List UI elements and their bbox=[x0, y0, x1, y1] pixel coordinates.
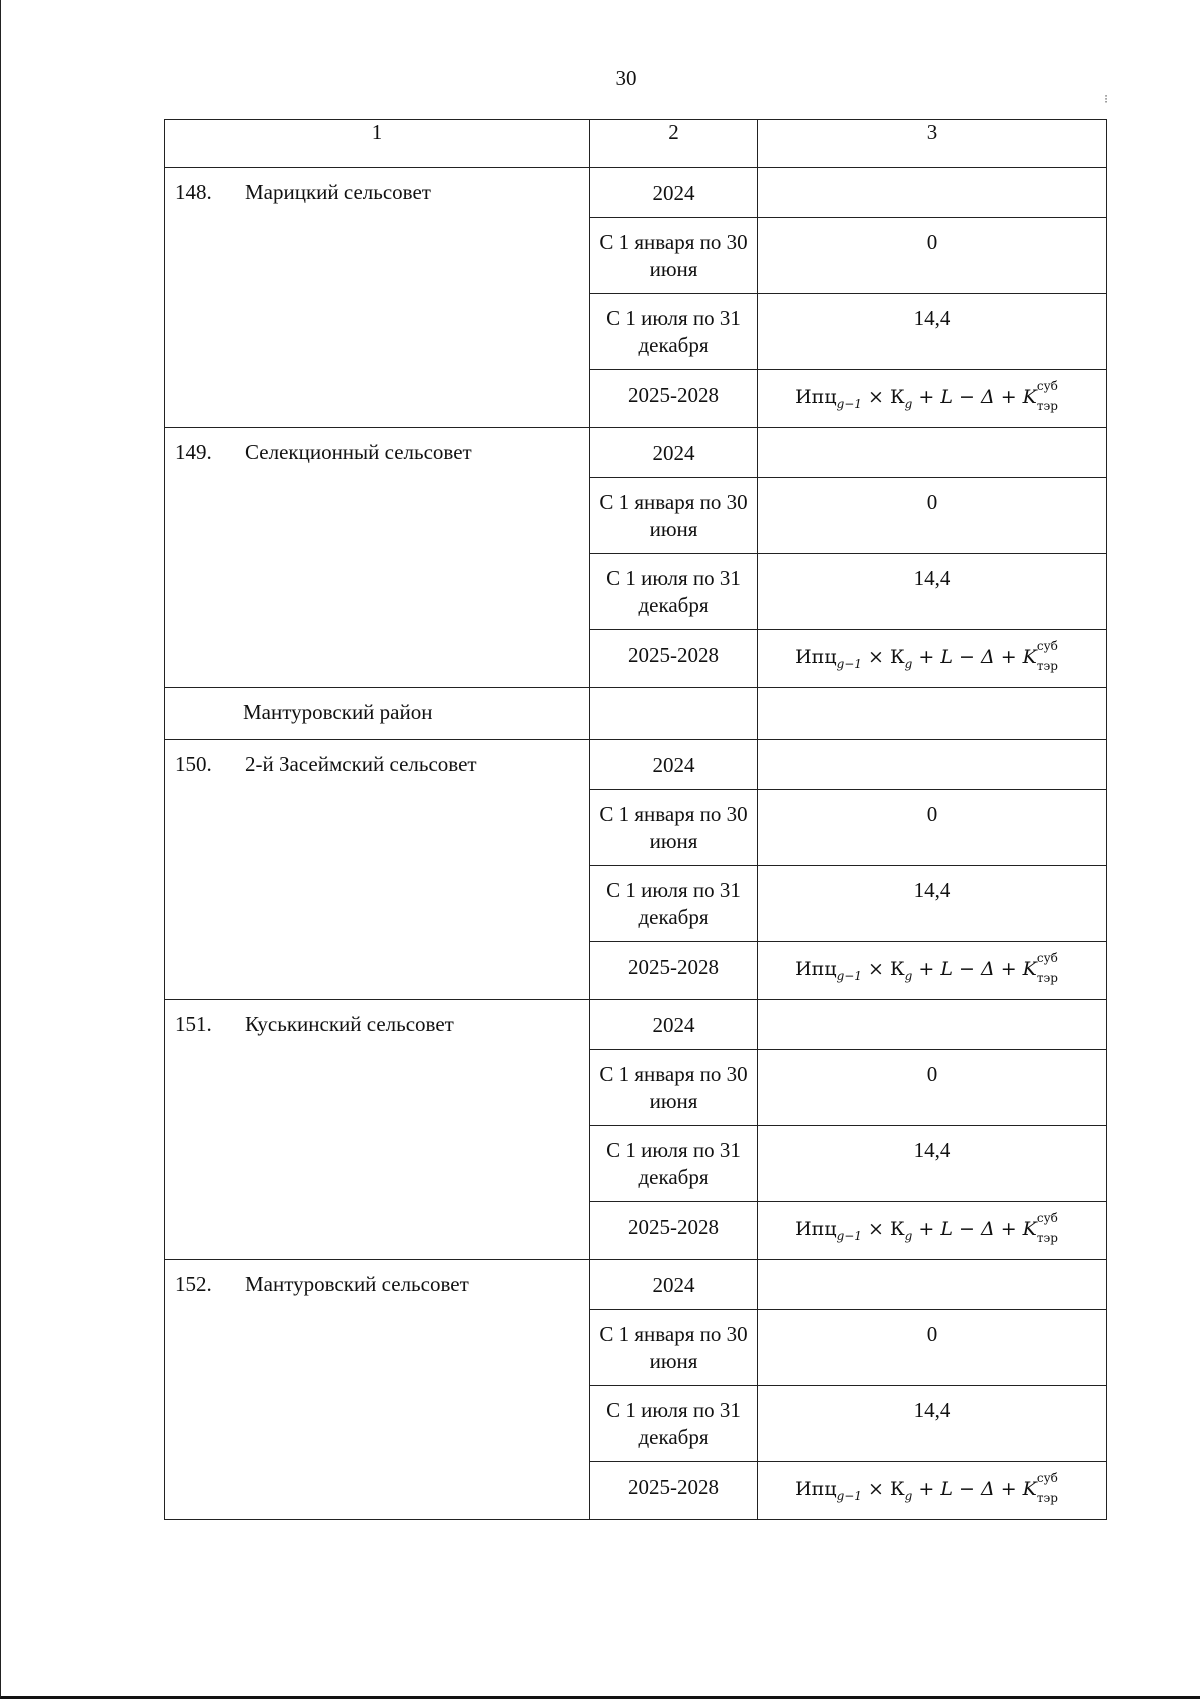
value-cell: 0 bbox=[758, 1310, 1107, 1386]
row-number: 152. bbox=[175, 1272, 212, 1296]
formula-k-indices bbox=[1036, 1211, 1069, 1245]
formula-k-superscript: суб bbox=[1036, 951, 1058, 965]
formula-k: К bbox=[889, 386, 905, 408]
value-cell: 14,4 bbox=[758, 554, 1107, 630]
formula-k-indices bbox=[1036, 1471, 1069, 1505]
formula-k-superscript: суб bbox=[1036, 639, 1058, 653]
settlement-cell bbox=[165, 168, 590, 428]
formula-k-superscript: суб bbox=[1036, 1211, 1058, 1225]
formula-base-subscript: g−1 bbox=[836, 656, 862, 671]
table-row bbox=[165, 1260, 1107, 1310]
formula-k-subscript: g bbox=[904, 1228, 913, 1243]
settlement-cell bbox=[165, 740, 590, 1000]
formula-base-subscript: g−1 bbox=[836, 396, 862, 411]
formula-base-subscript: g−1 bbox=[836, 1228, 862, 1243]
formula-k-superscript: суб bbox=[1036, 379, 1058, 393]
settlement-name: 2-й Засеймский сельсовет bbox=[245, 752, 477, 776]
formula-k: К bbox=[889, 646, 905, 668]
formula-base-subscript: g−1 bbox=[836, 968, 862, 983]
range-cell: 2025-2028 bbox=[590, 370, 758, 428]
formula-k-subscript-2: тэр bbox=[1036, 659, 1058, 673]
page-number: 30 bbox=[615, 66, 637, 90]
year-cell: 2024 bbox=[590, 1000, 758, 1050]
row-number: 151. bbox=[175, 1012, 212, 1036]
formula-k-subscript: g bbox=[904, 656, 913, 671]
period-cell: С 1 января по 30 июня bbox=[590, 1050, 758, 1126]
formula-cell bbox=[758, 1462, 1107, 1520]
settlement-name: Мантуровский сельсовет bbox=[245, 1272, 469, 1296]
formula-cell bbox=[758, 1202, 1107, 1260]
settlement-cell bbox=[165, 1000, 590, 1260]
formula-cell bbox=[758, 942, 1107, 1000]
settlement-name: Куськинский сельсовет bbox=[245, 1012, 454, 1036]
row-number: 149. bbox=[175, 440, 212, 464]
formula-base: Ипц bbox=[795, 1218, 837, 1240]
range-cell: 2025-2028 bbox=[590, 1462, 758, 1520]
period-cell: С 1 июля по 31 декабря bbox=[590, 1386, 758, 1462]
formula-k: К bbox=[889, 958, 905, 980]
formula-base: Ипц bbox=[795, 646, 837, 668]
year-cell: 2024 bbox=[590, 740, 758, 790]
formula-cell bbox=[758, 370, 1107, 428]
empty-cell bbox=[758, 428, 1107, 478]
tariff-formula bbox=[758, 1462, 1106, 1503]
row-number: 148. bbox=[175, 180, 212, 204]
formula-rest: + L − Δ + K bbox=[912, 386, 1037, 408]
formula-k-subscript: g bbox=[904, 396, 913, 411]
value-cell: 14,4 bbox=[758, 1126, 1107, 1202]
value-cell: 0 bbox=[758, 790, 1107, 866]
header-cell-3: 3 bbox=[758, 120, 1107, 168]
formula-base: Ипц bbox=[795, 386, 837, 408]
formula-k-subscript-2: тэр bbox=[1036, 1231, 1058, 1245]
empty-cell bbox=[758, 168, 1107, 218]
formula-base: Ипц bbox=[795, 958, 837, 980]
value-cell: 14,4 bbox=[758, 1386, 1107, 1462]
district-name: Мантуровский район bbox=[165, 688, 590, 740]
value-cell: 0 bbox=[758, 1050, 1107, 1126]
formula-k: К bbox=[889, 1218, 905, 1240]
formula-k-subscript: g bbox=[904, 968, 913, 983]
table-row bbox=[165, 168, 1107, 218]
formula-base-subscript: g−1 bbox=[836, 1488, 862, 1503]
empty-cell bbox=[758, 688, 1107, 740]
period-cell: С 1 января по 30 июня bbox=[590, 478, 758, 554]
formula-k-indices bbox=[1036, 639, 1069, 673]
period-cell: С 1 января по 30 июня bbox=[590, 790, 758, 866]
formula-rest: + L − Δ + K bbox=[912, 1218, 1037, 1240]
formula-k-superscript: суб bbox=[1036, 1471, 1058, 1485]
formula-k-indices bbox=[1036, 379, 1069, 413]
settlement-cell bbox=[165, 428, 590, 688]
year-cell: 2024 bbox=[590, 1260, 758, 1310]
formula-k-subscript: g bbox=[904, 1488, 913, 1503]
header-cell-1: 1 bbox=[165, 120, 590, 168]
range-cell: 2025-2028 bbox=[590, 630, 758, 688]
formula-times: × bbox=[861, 386, 890, 408]
period-cell: С 1 января по 30 июня bbox=[590, 218, 758, 294]
district-row bbox=[165, 688, 1107, 740]
period-cell: С 1 июля по 31 декабря bbox=[590, 294, 758, 370]
formula-times: × bbox=[861, 958, 890, 980]
formula-rest: + L − Δ + K bbox=[912, 958, 1037, 980]
header-cell-2: 2 bbox=[590, 120, 758, 168]
value-cell: 14,4 bbox=[758, 294, 1107, 370]
period-cell: С 1 января по 30 июня bbox=[590, 1310, 758, 1386]
formula-cell bbox=[758, 630, 1107, 688]
formula-k-subscript-2: тэр bbox=[1036, 971, 1058, 985]
settlement-name: Селекционный сельсовет bbox=[245, 440, 472, 464]
formula-k-subscript-2: тэр bbox=[1036, 1491, 1058, 1505]
period-cell: С 1 июля по 31 декабря bbox=[590, 1126, 758, 1202]
value-cell: 14,4 bbox=[758, 866, 1107, 942]
formula-rest: + L − Δ + K bbox=[912, 1478, 1037, 1500]
empty-cell bbox=[590, 688, 758, 740]
range-cell: 2025-2028 bbox=[590, 1202, 758, 1260]
tariff-formula bbox=[758, 1202, 1106, 1243]
empty-cell bbox=[758, 740, 1107, 790]
empty-cell bbox=[758, 1260, 1107, 1310]
formula-k-subscript-2: тэр bbox=[1036, 399, 1058, 413]
settlement-name: Марицкий сельсовет bbox=[245, 180, 431, 204]
tariff-formula bbox=[758, 942, 1106, 983]
formula-rest: + L − Δ + K bbox=[912, 646, 1037, 668]
empty-cell bbox=[758, 1000, 1107, 1050]
table-row bbox=[165, 740, 1107, 790]
range-cell: 2025-2028 bbox=[590, 942, 758, 1000]
value-cell: 0 bbox=[758, 218, 1107, 294]
table-row bbox=[165, 1000, 1107, 1050]
tariff-table bbox=[164, 119, 1107, 1520]
year-cell: 2024 bbox=[590, 168, 758, 218]
formula-times: × bbox=[861, 646, 890, 668]
year-cell: 2024 bbox=[590, 428, 758, 478]
value-cell: 0 bbox=[758, 478, 1107, 554]
period-cell: С 1 июля по 31 декабря bbox=[590, 866, 758, 942]
tariff-formula bbox=[758, 370, 1106, 411]
period-cell: С 1 июля по 31 декабря bbox=[590, 554, 758, 630]
formula-k-indices bbox=[1036, 951, 1069, 985]
scan-artifact: ⁝ bbox=[1104, 92, 1108, 106]
settlement-cell bbox=[165, 1260, 590, 1520]
formula-times: × bbox=[861, 1218, 890, 1240]
table-header-row bbox=[165, 120, 1107, 168]
table-row bbox=[165, 428, 1107, 478]
row-number: 150. bbox=[175, 752, 212, 776]
tariff-formula bbox=[758, 630, 1106, 671]
formula-times: × bbox=[861, 1478, 890, 1500]
formula-k: К bbox=[889, 1478, 905, 1500]
formula-base: Ипц bbox=[795, 1478, 837, 1500]
